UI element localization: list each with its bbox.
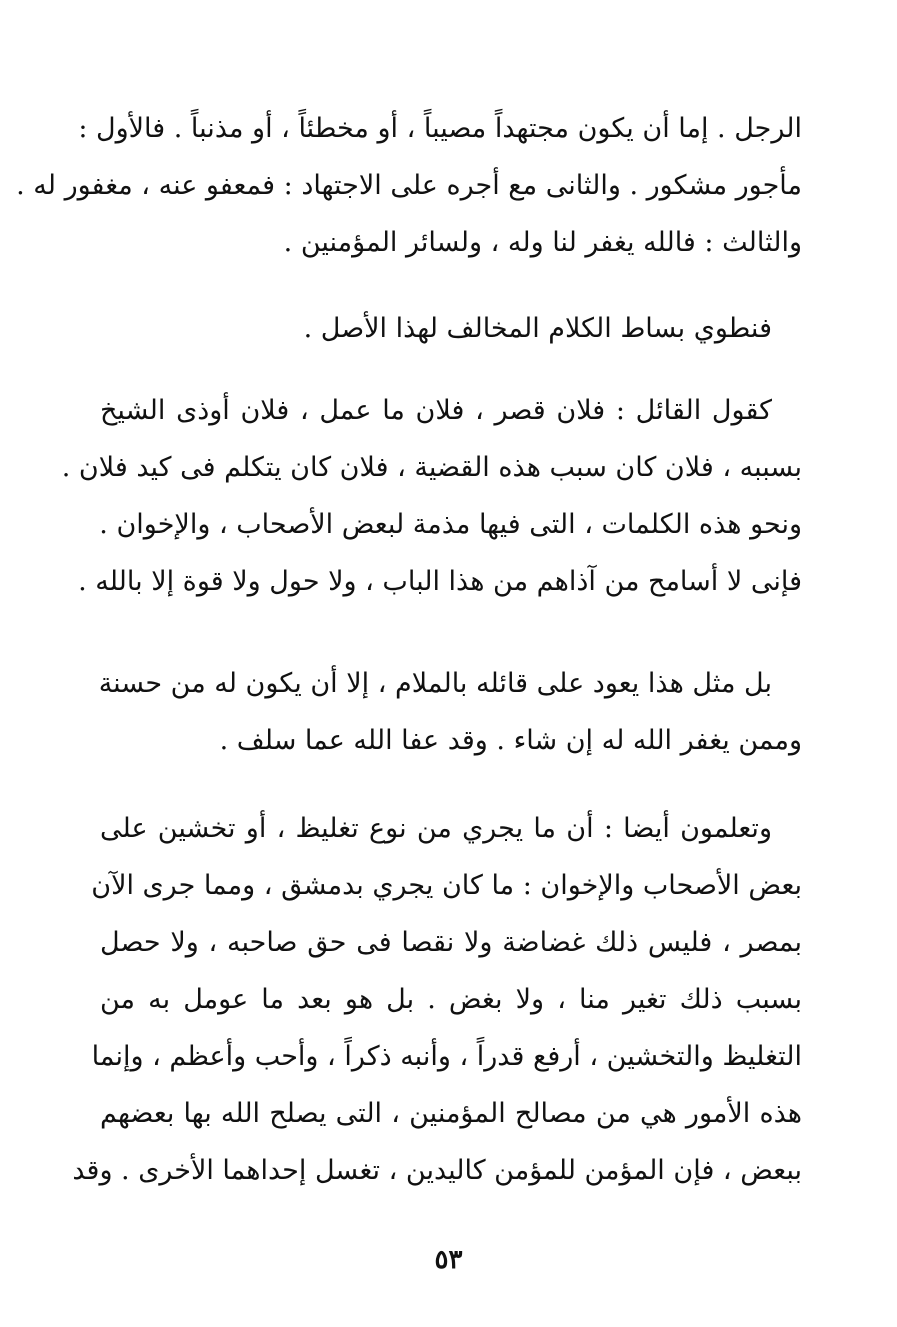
page-number: ٥٣ — [434, 1245, 463, 1275]
text-line: هذه الأمور هي من مصالح المؤمنين ، التى يصلح الله بها بعضهم — [100, 1098, 802, 1129]
paragraph-2 — [100, 300, 802, 357]
paragraph-1 — [16, 100, 802, 271]
paragraph-3 — [61, 382, 802, 610]
text-line: وممن يغفر الله له إن شاء . وقد عفا الله عما سلف . — [219, 725, 802, 756]
text-line: بسببه ، فلان كان سبب هذه القضية ، فلان كان يتكلم فى كيد فلان . — [61, 452, 802, 483]
text-line: بمصر ، فليس ذلك غضاضة ولا نقصا فى حق صاحبه ، ولا حصل — [100, 927, 802, 958]
text-line: ببعض ، فإن المؤمن للمؤمن كاليدين ، تغسل إحداهما الأخرى . وقد — [72, 1155, 802, 1186]
text-line: بسبب ذلك تغير منا ، ولا بغض . بل هو بعد ما عومل به من — [100, 984, 802, 1015]
paragraph-5 — [72, 800, 802, 1199]
text-line: بعض الأصحاب والإخوان : ما كان يجري بدمشق ، ومما جرى الآن — [91, 870, 802, 901]
text-line: كقول القائل : فلان قصر ، فلان ما عمل ، فلان أوذى الشيخ — [100, 395, 772, 426]
text-line: التغليظ والتخشين ، أرفع قدراً ، وأنبه ذكراً ، وأحب وأعظم ، وإنما — [91, 1041, 802, 1072]
paragraph-4 — [100, 655, 802, 769]
text-line: والثالث : فالله يغفر لنا وله ، ولسائر المؤمنين . — [283, 227, 802, 258]
text-line: مأجور مشكور . والثانى مع أجره على الاجتهاد : فمعفو عنه ، مغفور له . — [16, 170, 802, 201]
text-line: الرجل . إما أن يكون مجتهداً مصيباً ، أو مخطئاً ، أو مذنباً . فالأول : — [78, 113, 802, 144]
text-line: فإنى لا أسامح من آذاهم من هذا الباب ، ولا حول ولا قوة إلا بالله . — [78, 566, 802, 597]
text-line: ونحو هذه الكلمات ، التى فيها مذمة لبعض الأصحاب ، والإخوان . — [99, 509, 802, 540]
text-line: فنطوي بساط الكلام المخالف لهذا الأصل . — [303, 313, 772, 344]
text-line: بل مثل هذا يعود على قائله بالملام ، إلا أن يكون له من حسنة — [98, 668, 772, 699]
text-line: وتعلمون أيضا : أن ما يجري من نوع تغليظ ، أو تخشين على — [100, 813, 772, 844]
